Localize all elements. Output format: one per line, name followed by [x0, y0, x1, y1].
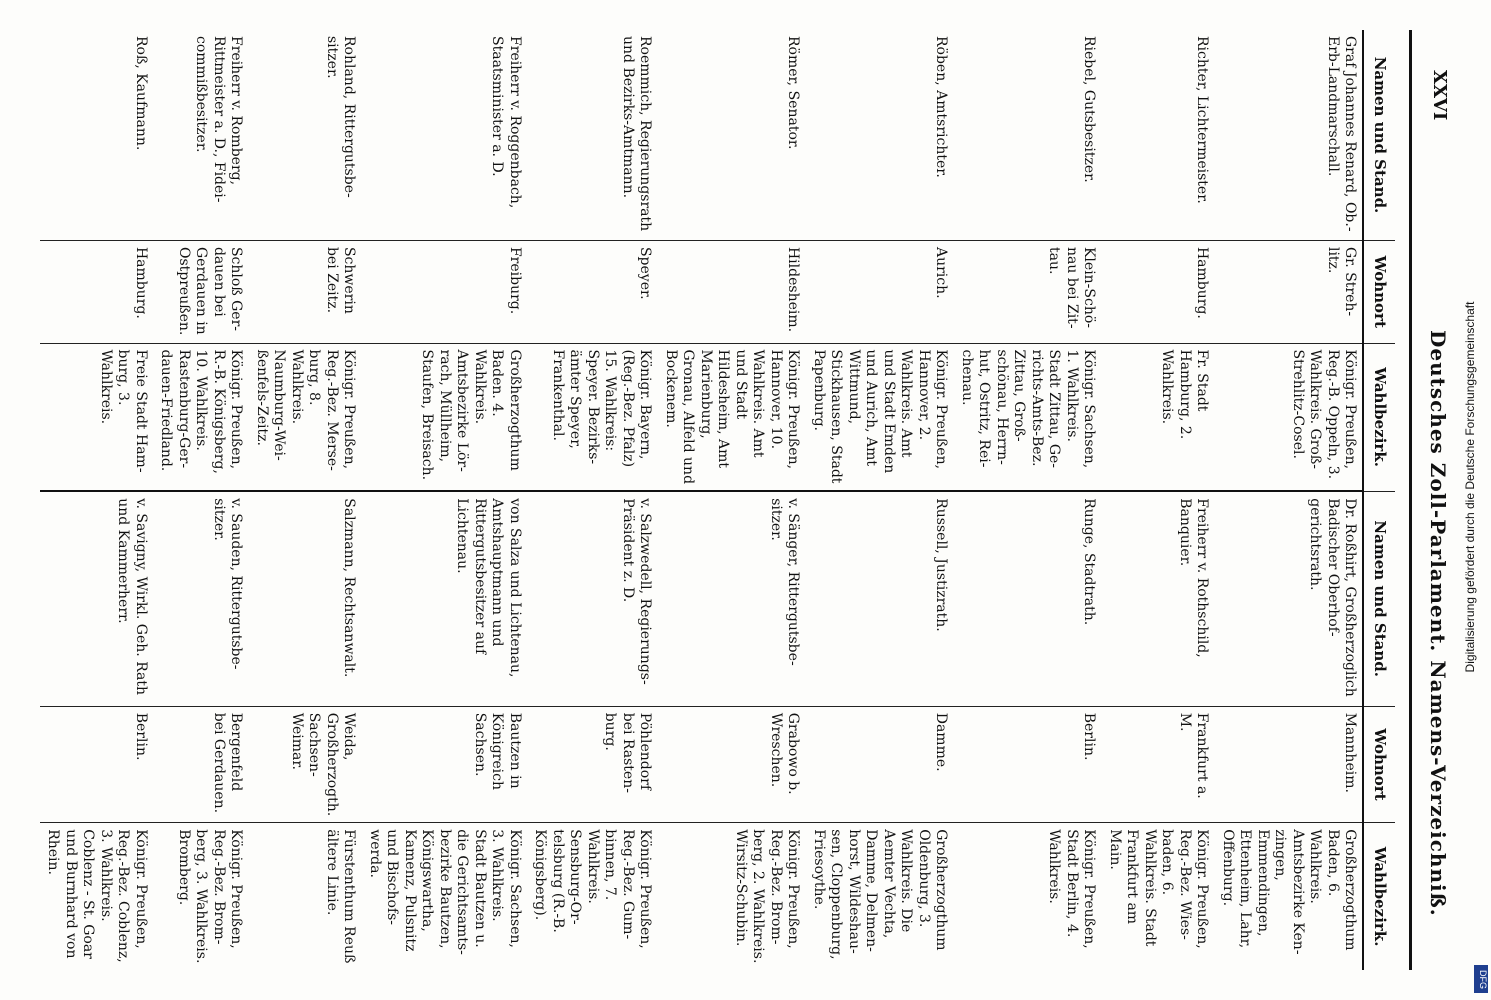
left-name-cell: Richter, Lichtermeister.	[1101, 30, 1214, 240]
right-bezirk-cell: Großherzogthum Baden, 6. Wahlkreis. Amtsbezirke Kenzingen, Emmendingen, Ettenheim, Lahr, Offenburg.	[1219, 829, 1359, 955]
table-row	[527, 30, 658, 970]
right-name-cell: von Salza und Lichtenau, Amtshauptmann und Rittergutsbesitzer auf Lichtenau.	[361, 491, 527, 706]
table-row	[805, 30, 953, 970]
left-bezirk-cell: Königr. Preußen, Reg.-Bez. Merseburg, 8. Wahlkreis. Naumburg-Weißenfels-Zeitz.	[248, 343, 361, 491]
left-name-cell: Freiherr v. Roggenbach, Staatsminister a. D.	[361, 30, 527, 240]
left-wohnort-cell: Hamburg.	[1101, 240, 1214, 343]
left-bezirk-cell: Freie Stadt Hamburg, 3. Wahlkreis.	[40, 343, 153, 491]
left-wohnort-cell: Hamburg.	[40, 240, 153, 343]
right-bezirk-cell: Königr. Preußen, Reg.-Bez. Bromberg, 2. Wahlkreis. Wirsitz-Schubin.	[732, 829, 802, 964]
right-bezirk-cell: Fürstenthum Reuß ältere Linie.	[323, 829, 358, 964]
left-bezirk-cell: Königr. Preußen, Hannover, 10. Wahlkreis. Amt und Stadt Hildesheim, Amt Marienburg, Gronau, Alfeld und Bockenem.	[657, 343, 805, 491]
left-table	[40, 30, 1395, 970]
table-row	[1214, 30, 1363, 970]
left-name-cell: Römer, Senator.	[657, 30, 805, 240]
left-name-cell: Riebel, Gutsbesitzer.	[953, 30, 1101, 240]
right-name-cell: Dr. Roßhirt, Großherzoglich Badischer Oberhofgerichtsrath.	[1214, 491, 1363, 706]
col-header-bezirk-2: Wahlbezirk.	[1363, 823, 1395, 970]
left-bezirk-cell: Königr. Preußen, Reg.-B. Oppeln, 3. Wahlkreis. Groß-Strehlitz-Cosel.	[1214, 343, 1363, 491]
page-title: Deutsches Zoll-Parlament. Namens-Verzeichniß.	[1426, 330, 1450, 917]
right-name-cell: v. Savigny, Wirkl. Geh. Rath und Kammerherr.	[40, 491, 153, 706]
col-header-wohnort-2: Wohnort	[1363, 706, 1395, 823]
right-bezirk-cell: Königr. Preußen, Stadt Berlin, 4. Wahlkreis.	[1046, 829, 1098, 949]
right-bezirk-cell: Königr. Preußen, Reg.-Bez. Wiesbaden, 6. Wahlkreis. Stadt Frankfurt am Main.	[1106, 829, 1211, 949]
right-wohnort-cell: Grabowo b. Wreschen.	[657, 706, 805, 823]
table-area	[40, 30, 1395, 970]
right-name-cell: Russell, Justizrath.	[805, 491, 953, 706]
col-header-name: Namen und Stand.	[1363, 30, 1395, 240]
table-row	[953, 30, 1101, 970]
col-header-name-2: Namen und Stand.	[1363, 491, 1395, 706]
right-wohnort-cell: Berlin.	[40, 706, 153, 823]
right-name-cell: v. Salzwedell, Regierungs-Präsident z. D.	[527, 491, 658, 706]
right-wohnort-cell: Berlin.	[953, 706, 1101, 823]
left-wohnort-cell: Klein-Schönau bei Zittau.	[953, 240, 1101, 343]
left-name-cell: Roß, Kaufmann.	[40, 30, 153, 240]
right-wohnort-cell: Damme.	[805, 706, 953, 823]
right-wohnort-cell: Bautzen in Königreich Sachsen.	[361, 706, 527, 823]
right-name-cell: v. Sauden, Rittergutsbesitzer.	[153, 491, 249, 706]
left-bezirk-cell: Großherzogthum Baden. 4. Wahlkreis. Amtsbezirke Lörrach, Müllheim, Staufen, Breisach.	[361, 343, 527, 491]
left-wohnort-cell: Schloß Gerdauen bei Gerdauen in Ostpreußen.	[153, 240, 249, 343]
right-wohnort-cell: Frankfurt a. M.	[1101, 706, 1214, 823]
left-bezirk-cell: Fr. Stadt Hamburg, 2. Wahlkreis.	[1101, 343, 1214, 491]
col-header-wohnort: Wohnort	[1363, 240, 1395, 343]
left-bezirk-cell: Königr. Sachsen, 1. Wahlkreis. Stadt Zittau, Gerichts-Amts-Bez. Zittau, Großschönau, Herrnhut, Ostritz, Reichenau.	[953, 343, 1101, 491]
table-row	[1101, 30, 1214, 970]
right-bezirk-cell: Königr. Preußen, Reg.-Bez. Coblenz, 3. Wahlkreis. Coblenz - St. Goar und Burnhard von Rhein.	[45, 829, 149, 963]
right-bezirk-cell: Großherzogthum Oldenburg, 3. Wahlkreis. Die Aemter Vechta, Damme, Delmenhorst, Wildeshausen, Cloppenburg, Friesoythe.	[810, 829, 950, 960]
table-row	[248, 30, 361, 970]
left-name-cell: Roemmich, Regierungsrath und Bezirks-Amtmann.	[527, 30, 658, 240]
left-wohnort-cell: Aurich.	[805, 240, 953, 343]
rotated-content	[40, 30, 1460, 970]
right-name-cell: Runge, Stadtrath.	[953, 491, 1101, 706]
page-header	[1410, 30, 1460, 970]
left-wohnort-cell: Gr. Strehlitz.	[1214, 240, 1363, 343]
col-header-bezirk: Wahlbezirk.	[1363, 343, 1395, 491]
left-name-cell: Rohland, Rittergutsbesitzer.	[248, 30, 361, 240]
dfg-logo: DFG	[1474, 965, 1488, 993]
left-bezirk-cell: Königr. Preußen, R.-B. Königsberg, 10. Wahlkreis. Rastenburg-Gerdauen-Friedland.	[153, 343, 249, 491]
right-wohnort-cell: Weida, Großherzogth. Sachsen-Weimar.	[248, 706, 361, 823]
table-row	[657, 30, 805, 970]
right-wohnort-cell: Pöhlendorf bei Rastenburg.	[527, 706, 658, 823]
left-wohnort-cell: Speyer.	[527, 240, 658, 343]
right-bezirk-cell: Königr. Preußen, Reg.-Bez. Gumbinnen, 7. Wahlkreis. Sensburg-Ortelsburg (R.-B. Königsberg).	[532, 829, 654, 949]
left-name-cell: Graf Johannes Renard, Ob.-Erb-Landmarschall.	[1214, 30, 1363, 240]
left-wohnort-cell: Freiburg.	[361, 240, 527, 343]
left-wohnort-cell: Schwerin bei Zeitz.	[248, 240, 361, 343]
left-wohnort-cell: Hildesheim.	[657, 240, 805, 343]
left-bezirk-cell: Königr. Preußen, Hannover, 2. Wahlkreis. Amt und Stadt Emden und Aurich, Amt Wittmund, Stickhausen, Stadt Papenburg.	[805, 343, 953, 491]
table-row	[40, 30, 153, 970]
right-bezirk-cell: Königr. Sachsen, 3. Wahlkreis. Stadt Bautzen u. die Gerichtsamtsbezirke Bautzen, Königswartha, Kamenz, Pulsnitz und Bischofswerda.	[366, 829, 523, 955]
right-wohnort-cell: Mannheim.	[1214, 706, 1363, 823]
page-number: XXVI	[1429, 70, 1450, 121]
right-name-cell: v. Sänger, Rittergutsbesitzer.	[657, 491, 805, 706]
table-row	[361, 30, 527, 970]
right-name-cell: Freiherr v. Rothschild, Banquier.	[1101, 491, 1214, 706]
right-name-cell: Salzmann, Rechtsanwalt.	[248, 491, 361, 706]
credit-text: Digitalisierung gefördert durch die Deutsche Forschungsgemeinschaft	[1463, 301, 1477, 673]
table-row	[153, 30, 249, 970]
left-name-cell: Freiherr v. Romberg, Rittmeister a. D., Fideicommißbesitzer.	[153, 30, 249, 240]
right-bezirk-cell: Königr. Preußen, Reg.-Bez. Bromberg, 3. Wahlkreis. Bromberg.	[175, 829, 245, 964]
left-bezirk-cell: Königr. Bayern, (Reg.-Bez. Pfalz) 15. Wahlkreis: Speyer. Bezirksämter Speyer, Frankenthal.	[527, 343, 658, 491]
header-rule	[1409, 30, 1412, 970]
credit-strip	[1460, 0, 1490, 1000]
left-name-cell: Röben, Amtsrichter.	[805, 30, 953, 240]
right-wohnort-cell: Bergenfeld bei Gerdauen.	[153, 706, 249, 823]
